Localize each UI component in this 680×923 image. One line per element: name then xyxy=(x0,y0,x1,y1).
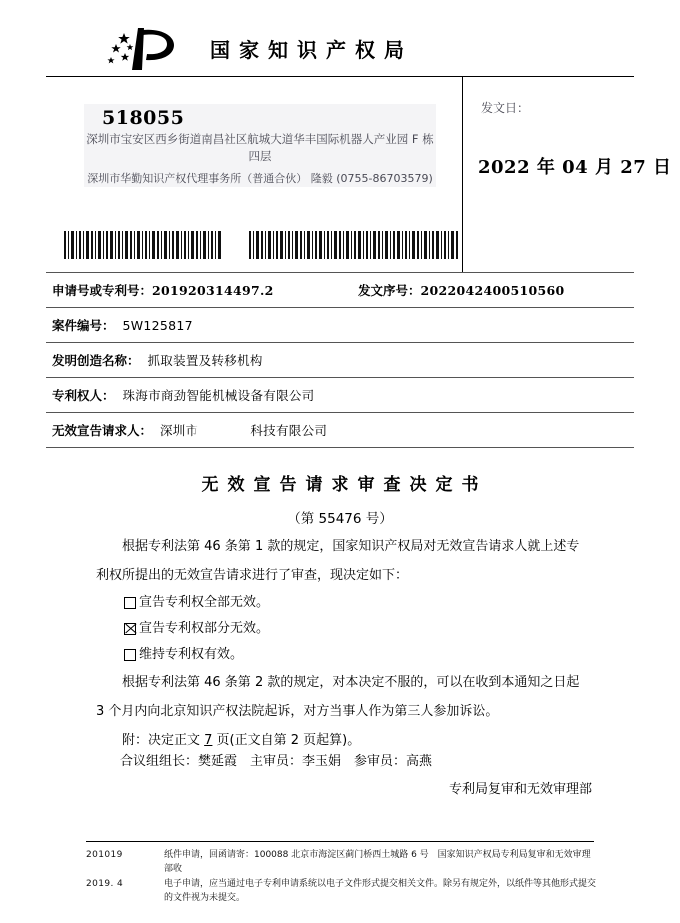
patentee-value: 珠海市商劲智能机械设备有限公司 xyxy=(122,388,315,403)
decision-number: （第 55476 号） xyxy=(287,511,393,527)
barcode-dispatch xyxy=(248,231,460,259)
page-footer xyxy=(86,849,598,905)
invention-title-value: 抓取装置及转移机构 xyxy=(147,353,263,368)
requester-label: 无效宣告请求人： xyxy=(52,423,153,438)
option-label: 维持专利权有效。 xyxy=(139,647,244,662)
application-number-value: 201920314497.2 xyxy=(152,283,274,298)
table-row xyxy=(46,413,634,448)
address-line-1: 深圳市宝安区西乡街道南昌社区航城大道华丰国际机器人产业园 F 栋 xyxy=(86,132,434,146)
footer-electronic-filing xyxy=(86,878,598,905)
header-vertical-divider xyxy=(462,76,463,272)
case-info-table xyxy=(46,272,634,448)
dispatch-number-value: 2022042400510560 xyxy=(420,283,565,298)
barcode-application xyxy=(63,231,223,259)
attachment-prefix: 附：决定正文 xyxy=(122,733,205,748)
paragraph-appeal: 根据专利法第 46 条第 2 款的规定，对本决定不服的，可以在收到本通知之日起 3 个月内向北京知识产权法院起诉，对方当事人作为第三人参加诉讼。 xyxy=(96,675,580,719)
invention-title-cell xyxy=(46,343,634,378)
table-row xyxy=(46,273,634,308)
footer-paper-text: 纸件申请，回函请寄：100088 北京市海淀区蓟门桥西土城路 6 号 国家知识产权局专利局复审和无效审理部收 xyxy=(164,850,591,874)
address-line-2: 四层 xyxy=(248,149,272,163)
header-top-rule xyxy=(46,76,634,77)
footer-electronic-text: 电子申请，应当通过电子专利申请系统以电子文件形式提交相关文件。除另有规定外，以纸件等其他形式提交的文件视为未提交。 xyxy=(164,879,597,903)
requester-cell xyxy=(46,413,634,448)
option-declare-all-invalid[interactable] xyxy=(124,590,588,616)
postcode: 518055 xyxy=(102,107,185,129)
panel-members: 合议组组长：樊延霞 主审员：李玉娟 参审员：高燕 xyxy=(120,754,433,769)
footer-form-code: 201019 xyxy=(86,850,123,860)
application-number-label: 申请号或专利号： xyxy=(52,283,153,298)
table-row xyxy=(46,343,634,378)
checkbox-unchecked-icon[interactable] xyxy=(124,649,136,661)
masthead xyxy=(0,22,680,74)
page-title: 无效宣告请求审查决定书 xyxy=(201,475,488,495)
checkbox-checked-icon[interactable] xyxy=(124,623,136,635)
issuing-department: 专利局复审和无效审理部 xyxy=(448,782,592,797)
table-row xyxy=(46,378,634,413)
case-number-label: 案件编号： xyxy=(52,318,115,333)
dispatch-number-cell xyxy=(352,273,634,308)
organization-title: 国家知识产权局 xyxy=(210,38,413,62)
table-row xyxy=(46,308,634,343)
decision-options xyxy=(96,590,588,668)
agent-line: 深圳市华勤知识产权代理事务所（普通合伙） 隆毅 (0755-86703579) xyxy=(87,172,433,185)
paragraph-basis: 根据专利法第 46 条第 1 款的规定，国家知识产权局对无效宣告请求人就上述专利权所提出的无效宣告请求进行了审查，现决定如下： xyxy=(96,539,580,583)
footer-paper-filing xyxy=(86,849,598,876)
dispatch-number-label: 发文序号： xyxy=(358,283,421,298)
case-number-value: 5W125817 xyxy=(122,318,193,333)
footer-version-code: 2019. 4 xyxy=(86,879,124,889)
option-label: 宣告专利权部分无效。 xyxy=(139,621,270,636)
issue-date-label: 发文日： xyxy=(481,101,530,115)
issue-date-value: 2022 年 04 月 27 日 xyxy=(478,157,672,178)
document-body xyxy=(96,532,588,755)
case-number-cell xyxy=(46,308,634,343)
option-declare-partially-invalid[interactable] xyxy=(124,616,588,642)
patentee-cell xyxy=(46,378,634,413)
footer-rule xyxy=(86,841,594,842)
patentee-label: 专利权人： xyxy=(52,388,115,403)
requester-name-suffix: 科技有限公司 xyxy=(250,423,328,438)
option-label: 宣告专利权全部无效。 xyxy=(139,595,270,610)
invention-title-label: 发明创造名称： xyxy=(52,353,140,368)
requester-name-prefix: 深圳市 xyxy=(159,423,199,438)
cnipa-logo-icon xyxy=(84,24,188,72)
attachment-page-count: 7 xyxy=(204,733,213,748)
addressee-block xyxy=(84,104,436,187)
application-number-cell xyxy=(46,273,352,308)
attachment-suffix: 页(正文自第 2 页起算)。 xyxy=(212,733,361,748)
redaction-block xyxy=(198,424,250,437)
checkbox-unchecked-icon[interactable] xyxy=(124,597,136,609)
option-maintain-valid[interactable] xyxy=(124,642,588,668)
